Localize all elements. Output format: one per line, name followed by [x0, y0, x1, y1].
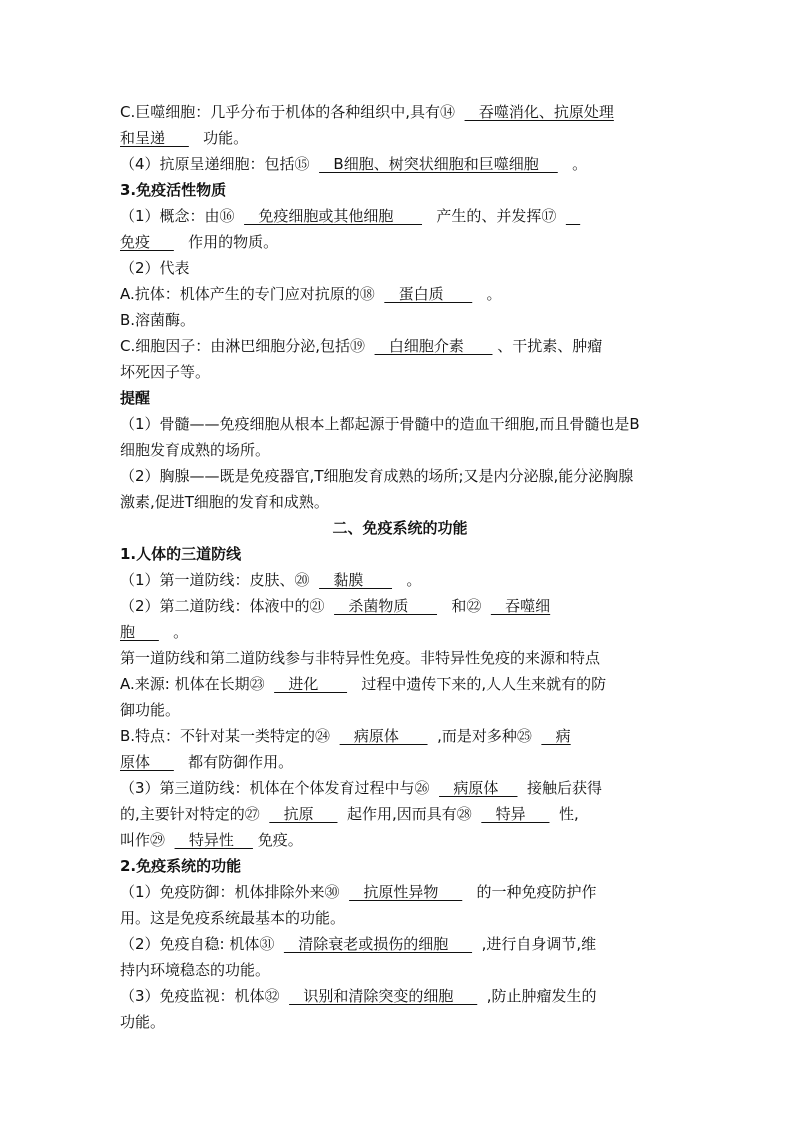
text-segment: 起作用,因而具有㉘ [337, 805, 482, 823]
text-segment: ,而是对多种㉕ [427, 727, 542, 745]
text-segment: 用。这是免疫系统最基本的功能。 [120, 909, 346, 927]
text-line [120, 359, 680, 385]
text-segment: 激素,促进T细胞的发育和成熟。 [120, 493, 329, 511]
text-segment: 第一道防线和第二道防线参与非特异性免疫。非特异性免疫的来源和特点 [120, 649, 601, 667]
text-line [120, 489, 680, 515]
text-line [120, 385, 680, 411]
section-heading: 3.免疫活性物质 [120, 181, 227, 199]
answer-blank: 吞噬消化、抗原处理 [464, 103, 614, 121]
text-segment: （4）抗原呈递细胞：包括⑮ [120, 155, 320, 173]
answer-blank: 进化 [274, 675, 348, 693]
text-line [120, 827, 680, 853]
text-segment: 性, [549, 805, 579, 823]
text-segment: 作用的物质。 [173, 233, 279, 251]
text-line [120, 853, 680, 879]
answer-blank: 免疫 [120, 233, 174, 251]
text-line [120, 801, 680, 827]
text-line [120, 437, 680, 463]
text-segment: C.巨噬细胞：几乎分布于机体的各种组织中,具有⑭ [120, 103, 465, 121]
text-segment: （3）第三道防线：机体在个体发育过程中与㉖ [120, 779, 440, 797]
text-line [120, 411, 680, 437]
text-segment: 过程中遗传下来的,人人生来就有的防 [347, 675, 607, 693]
answer-blank: 蛋白质 [384, 285, 473, 303]
text-line [120, 619, 680, 645]
text-line [120, 255, 680, 281]
text-line [120, 541, 680, 567]
document-page [120, 99, 680, 1035]
text-segment: （1）第一道防线：皮肤、⑳ [120, 571, 320, 589]
text-segment: 产生的、并发挥⑰ [422, 207, 566, 225]
text-segment: B.特点：不针对某一类特定的㉔ [120, 727, 340, 745]
text-segment: 。 [392, 571, 422, 589]
text-line [120, 931, 680, 957]
text-line [120, 463, 680, 489]
text-line [120, 281, 680, 307]
text-line [120, 515, 680, 541]
answer-blank: 特异 [481, 805, 550, 823]
answer-blank: 杀菌物质 [334, 597, 438, 615]
text-segment: 功能。 [120, 1013, 166, 1031]
text-segment: 。 [158, 623, 189, 641]
text-segment: 免疫。 [252, 831, 303, 849]
text-segment: 。 [472, 285, 502, 303]
text-segment: （3）免疫监视：机体㉜ [120, 987, 290, 1005]
text-segment: A.抗体：机体产生的专门应对抗原的⑱ [120, 285, 385, 303]
section-heading: 提醒 [120, 389, 151, 407]
text-segment: 御功能。 [120, 701, 181, 719]
answer-blank: 黏膜 [319, 571, 393, 589]
text-segment: ,防止肿瘤发生的 [477, 987, 597, 1005]
answer-blank [566, 207, 580, 225]
answer-blank: 特异性 [174, 831, 253, 849]
text-segment: 接触后获得 [517, 779, 603, 797]
text-line [120, 697, 680, 723]
text-line [120, 749, 680, 775]
text-segment: 坏死因子等。 [120, 363, 211, 381]
text-segment: 叫作㉙ [120, 831, 175, 849]
answer-blank: 胞 [120, 623, 159, 641]
text-segment: ,进行自身调节,维 [472, 935, 597, 953]
text-line [120, 593, 680, 619]
text-line [120, 983, 680, 1009]
text-line [120, 775, 680, 801]
text-segment: 的,主要针对特定的㉗ [120, 805, 270, 823]
text-line [120, 723, 680, 749]
text-line [120, 307, 680, 333]
text-line [120, 177, 680, 203]
answer-blank: 病原体 [439, 779, 518, 797]
text-line [120, 957, 680, 983]
text-line [120, 879, 680, 905]
text-segment: C.细胞因子：由淋巴细胞分泌,包括⑲ [120, 337, 375, 355]
text-segment: （2）代表 [120, 259, 190, 277]
text-line [120, 645, 680, 671]
answer-blank: 免疫细胞或其他细胞 [244, 207, 423, 225]
text-segment: （2）胸腺——既是免疫器官,T细胞发育成熟的场所;又是内分泌腺,能分泌胸腺 [120, 467, 634, 485]
text-segment: 细胞发育成熟的场所。 [120, 441, 271, 459]
answer-blank: 病原体 [339, 727, 428, 745]
answer-blank: 吞噬细 [490, 597, 551, 615]
answer-blank: 抗原 [269, 805, 338, 823]
text-line [120, 567, 680, 593]
text-segment: （1）概念：由⑯ [120, 207, 245, 225]
text-segment: 。 [557, 155, 588, 173]
text-line [120, 905, 680, 931]
answer-blank: 抗原性异物 [349, 883, 463, 901]
answer-blank: 白细胞介素 [374, 337, 493, 355]
text-line [120, 203, 680, 229]
text-line [120, 333, 680, 359]
text-segment: （1）骨髓——免疫细胞从根本上都起源于骨髓中的造血干细胞,而且骨髓也是B [120, 415, 640, 433]
answer-blank: 原体 [120, 753, 174, 771]
text-line [120, 151, 680, 177]
section-heading: 二、免疫系统的功能 [332, 519, 468, 537]
text-segment: 和㉒ [437, 597, 491, 615]
answer-blank: 清除衰老或损伤的细胞 [283, 935, 473, 953]
text-segment: 持内环境稳态的功能。 [120, 961, 271, 979]
text-segment: 、干扰素、肿瘤 [492, 337, 603, 355]
text-line [120, 125, 680, 151]
text-segment: （2）第二道防线：体液中的㉑ [120, 597, 335, 615]
answer-blank: 病 [541, 727, 571, 745]
answer-blank: 识别和清除突变的细胞 [289, 987, 478, 1005]
section-heading: 2.免疫系统的功能 [120, 857, 242, 875]
text-segment: A.来源: 机体在长期㉓ [120, 675, 275, 693]
answer-blank: 和呈递 [120, 129, 189, 147]
text-line [120, 229, 680, 255]
text-segment: （2）免疫自稳: 机体㉛ [120, 935, 284, 953]
text-segment: （1）免疫防御：机体排除外来㉚ [120, 883, 350, 901]
answer-blank: B细胞、树突状细胞和巨噬细胞 [319, 155, 558, 173]
text-segment: 的一种免疫防护作 [462, 883, 597, 901]
text-segment: B.溶菌酶。 [120, 311, 196, 329]
section-heading: 1.人体的三道防线 [120, 545, 242, 563]
text-segment: 都有防御作用。 [173, 753, 294, 771]
text-line [120, 1009, 680, 1035]
text-line [120, 99, 680, 125]
text-segment: 功能。 [188, 129, 249, 147]
text-line [120, 671, 680, 697]
